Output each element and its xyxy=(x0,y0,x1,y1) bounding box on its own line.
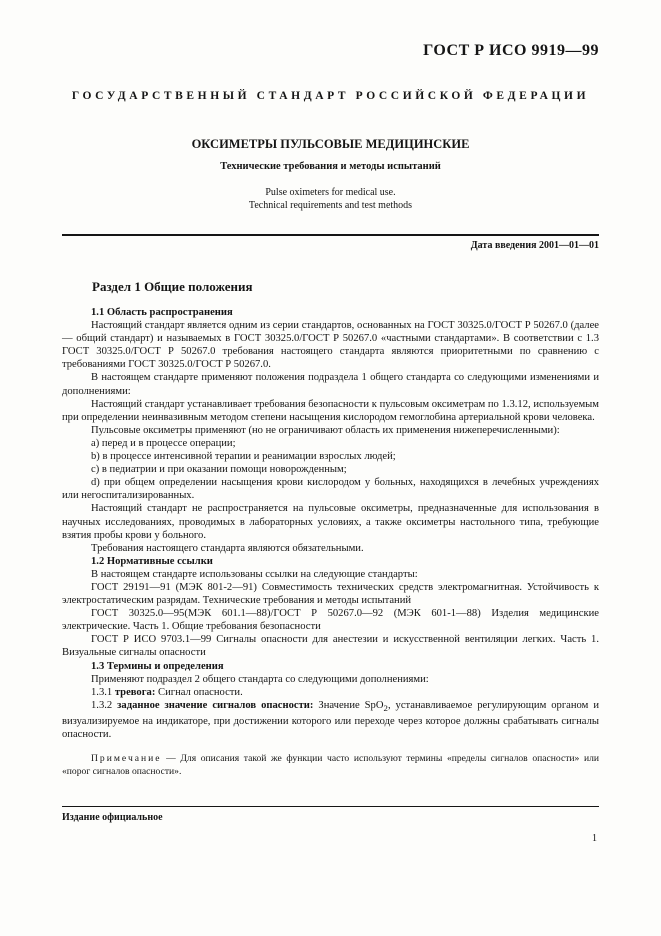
paragraph: В настоящем стандарте использованы ссылки на следующие стандарты: xyxy=(91,568,418,580)
standard-code: ГОСТ Р ИСО 9919—99 xyxy=(423,42,599,59)
paragraph: Пульсовые оксиметры применяют (но не ограничивают область их применения нижеперечисленными): xyxy=(91,424,560,436)
subsection-heading-1-2: 1.2 Нормативные ссылки xyxy=(91,555,213,567)
term-number: 1.3.2 xyxy=(91,699,118,711)
english-title-line-1: Pulse oximeters for medical use. xyxy=(265,187,396,198)
footer-divider xyxy=(62,806,599,807)
introduction-date: Дата введения 2001—01—01 xyxy=(470,240,599,251)
subsection-heading-1-1: 1.1 Область распространения xyxy=(91,307,233,318)
list-item: с) в педиатрии и при оказании помощи новорожденным; xyxy=(91,464,347,476)
subscript: 2 xyxy=(383,702,388,713)
term: заданное значение сигналов опасности: xyxy=(117,699,314,711)
note-label: Примечание xyxy=(91,753,162,765)
paragraph: Настоящий стандарт устанавливает требования безопасности к пульсовым оксиметрам по 1.3.12, используемым при определении неинвазивным методом степени насыщения кислородом гемоглобина артериальной крови человека. xyxy=(62,398,599,423)
term-def-cont: , устанавливаемое регулирующим органом и визуализируемое на индикаторе, при достижении которого или переходе через которое должны срабатывать сигналы опасности. xyxy=(62,699,599,741)
note xyxy=(62,753,599,778)
reference-entry: ГОСТ 29191—91 (МЭК 801-2—91) Совместимость технических средств электромагнитная. Устойчивость к электростатическим разрядам. Технические требования и методы испытаний xyxy=(62,581,599,607)
official-edition: Издание официальное xyxy=(62,812,163,823)
english-title-line-2: Technical requirements and test methods xyxy=(248,200,413,211)
term-def: Сигнал опасности. xyxy=(155,686,243,698)
document-subtitle: Технические требования и методы испытаний xyxy=(220,161,441,172)
reference-entry: ГОСТ Р ИСО 9703.1—99 Сигналы опасности для анестезии и искусственной вентиляции легких. Часть 1. Визуальные сигналы опасности xyxy=(62,634,599,659)
paragraph: В настоящем стандарте применяют положения подраздела 1 общего стандарта со следующими изменениями и дополнениями: xyxy=(62,372,599,397)
list-item: b) в процессе интенсивной терапии и реанимации взрослых людей; xyxy=(91,451,396,463)
english-title xyxy=(62,186,599,212)
list-item: d) при общем определении насыщения крови кислородом у больных, находящихся в лечебных учреждениях или негоспитализированных. xyxy=(62,477,599,502)
reference-entry: ГОСТ 30325.0—95(МЭК 601.1—88)/ГОСТ Р 50267.0—92 (МЭК 601-1—88) Изделия медицинские электрические. Часть 1. Общие требования безопасности xyxy=(62,608,599,633)
term-definition xyxy=(62,686,599,699)
page-number: 1 xyxy=(592,833,597,844)
section-title: Раздел 1 Общие положения xyxy=(92,279,253,294)
term-number: 1.3.1 xyxy=(91,686,115,698)
term: тревога: xyxy=(114,686,156,698)
note-text: — Для описания такой же функции часто используют термины «пределы сигналов опасности» или «порог сигналов опасности». xyxy=(62,753,599,777)
paragraph: Настоящий стандарт не распространяется на пульсовые оксиметры, предназначенные для использования в научных исследованиях, проводимых в лабораторных условиях, а также оксиметры настольного типа, требующие взятия пробы крови у больного. xyxy=(62,503,599,541)
term-def: Значение SpO xyxy=(313,699,384,711)
paragraph: Применяют подраздел 2 общего стандарта со следующими дополнениями: xyxy=(91,673,429,685)
list-item: а) перед и в процессе операции; xyxy=(91,437,236,449)
header-divider xyxy=(62,234,599,236)
term-definition xyxy=(62,699,599,741)
document-body xyxy=(62,306,599,778)
paragraph: Настоящий стандарт является одним из серии стандартов, основанных на ГОСТ 30325.0/ГОСТ Р 50267.0 (далее — общий стандарт) и называемых в ГОСТ 30325.0/ГОСТ Р 50267.0 «частными стандартами». В соответствии с 1.3 ГОСТ 30325.0/ГОСТ Р 50267.0 требования настоящего стандарта являются приоритетными по сравнению с требованиями ГОСТ 30325.0/ГОСТ Р 50267.0. xyxy=(62,320,599,371)
paragraph: Требования настоящего стандарта являются обязательными. xyxy=(91,542,364,554)
subsection-heading-1-3: 1.3 Термины и определения xyxy=(91,660,224,672)
document-title: ОКСИМЕТРЫ ПУЛЬСОВЫЕ МЕДИЦИНСКИЕ xyxy=(191,137,470,151)
state-standard-line: ГОСУДАРСТВЕННЫЙ СТАНДАРТ РОССИЙСКОЙ ФЕДЕРАЦИИ xyxy=(71,90,590,102)
